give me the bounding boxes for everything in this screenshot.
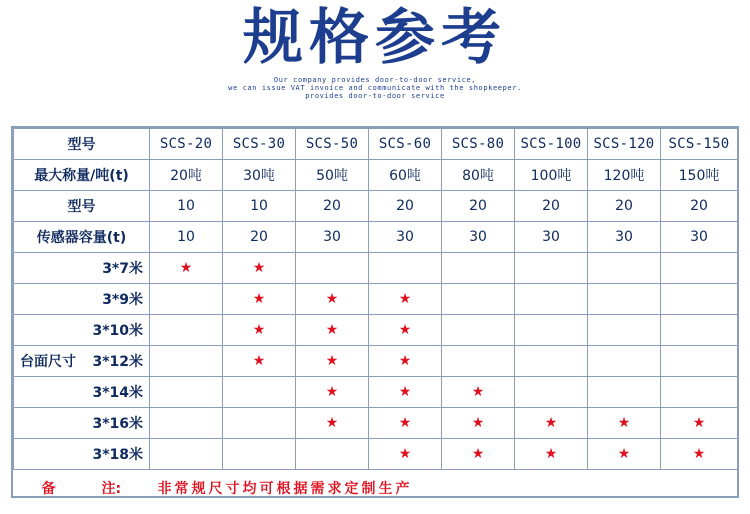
model-cell: SCS-30	[223, 129, 296, 160]
table-cell: 30	[369, 222, 442, 253]
size-row	[14, 408, 738, 439]
size-text: 3*7米	[102, 261, 143, 277]
star-icon: ★	[398, 291, 412, 307]
model-cell: SCS-150	[661, 129, 738, 160]
star-icon: ★	[471, 446, 485, 462]
spec-table-container	[11, 126, 739, 498]
table-cell: 20	[369, 191, 442, 222]
availability-cell	[588, 284, 661, 315]
star-icon: ★	[544, 415, 558, 431]
availability-cell	[515, 346, 588, 377]
star-icon: ★	[471, 384, 485, 400]
table-cell: 20	[442, 191, 515, 222]
availability-cell	[223, 377, 296, 408]
note-label-2: 注:	[101, 480, 122, 497]
availability-cell	[223, 408, 296, 439]
star-icon: ★	[252, 260, 266, 276]
availability-cell	[296, 346, 369, 377]
subtitle	[0, 76, 750, 100]
size-row	[14, 346, 738, 377]
model-cell: SCS-60	[369, 129, 442, 160]
table-cell: 80吨	[442, 160, 515, 191]
size-row	[14, 377, 738, 408]
availability-cell	[369, 408, 442, 439]
table-cell: 30吨	[223, 160, 296, 191]
availability-cell	[588, 346, 661, 377]
star-icon: ★	[252, 291, 266, 307]
availability-cell	[296, 284, 369, 315]
table-row	[14, 222, 738, 253]
availability-cell	[661, 284, 738, 315]
star-icon: ★	[325, 415, 339, 431]
size-label	[14, 346, 150, 377]
size-text: 3*14米	[92, 385, 143, 401]
availability-cell	[442, 253, 515, 284]
availability-cell	[150, 315, 223, 346]
star-icon: ★	[325, 384, 339, 400]
model-cell: SCS-80	[442, 129, 515, 160]
star-icon: ★	[544, 446, 558, 462]
star-icon: ★	[325, 322, 339, 338]
availability-cell	[223, 346, 296, 377]
table-cell: 10	[150, 191, 223, 222]
availability-cell	[223, 284, 296, 315]
table-cell: 20	[588, 191, 661, 222]
availability-cell	[442, 439, 515, 470]
size-group-label: 台面尺寸	[20, 354, 76, 370]
star-icon: ★	[325, 353, 339, 369]
note-cell	[14, 470, 738, 506]
availability-cell	[588, 377, 661, 408]
size-text: 3*16米	[92, 416, 143, 432]
table-cell: 20	[661, 191, 738, 222]
star-icon: ★	[617, 415, 631, 431]
size-label	[14, 284, 150, 315]
availability-cell	[515, 439, 588, 470]
subtitle-line: we can issue VAT invoice and communicate with the shopkeeper.	[228, 84, 522, 92]
row-label: 传感器容量(t)	[14, 222, 150, 253]
note-label	[42, 478, 158, 498]
subtitle-line: Our company provides door-to-door service,	[273, 76, 477, 84]
star-icon: ★	[471, 415, 485, 431]
star-icon: ★	[692, 415, 706, 431]
availability-cell	[442, 315, 515, 346]
availability-cell	[369, 284, 442, 315]
star-icon: ★	[179, 260, 193, 276]
size-row	[14, 253, 738, 284]
availability-cell	[369, 253, 442, 284]
table-cell: 20	[515, 191, 588, 222]
availability-cell	[223, 439, 296, 470]
availability-cell	[442, 284, 515, 315]
availability-cell	[296, 439, 369, 470]
table-cell: 120吨	[588, 160, 661, 191]
row-label: 最大称量/吨(t)	[14, 160, 150, 191]
model-cell: SCS-100	[515, 129, 588, 160]
availability-cell	[515, 253, 588, 284]
availability-cell	[661, 439, 738, 470]
availability-cell	[150, 284, 223, 315]
star-icon: ★	[398, 415, 412, 431]
table-cell: 100吨	[515, 160, 588, 191]
availability-cell	[661, 315, 738, 346]
note-label-1: 备	[41, 480, 56, 497]
availability-cell	[369, 346, 442, 377]
star-icon: ★	[398, 353, 412, 369]
availability-cell	[442, 408, 515, 439]
table-row	[14, 191, 738, 222]
star-icon: ★	[252, 322, 266, 338]
table-cell: 60吨	[369, 160, 442, 191]
availability-cell	[150, 408, 223, 439]
size-label	[14, 439, 150, 470]
availability-cell	[150, 346, 223, 377]
size-label	[14, 315, 150, 346]
size-row	[14, 439, 738, 470]
table-cell: 20	[296, 191, 369, 222]
row-label: 型号	[14, 191, 150, 222]
availability-cell	[588, 253, 661, 284]
size-text: 3*18米	[92, 447, 143, 463]
availability-cell	[588, 408, 661, 439]
star-icon: ★	[252, 353, 266, 369]
availability-cell	[515, 377, 588, 408]
availability-cell	[661, 253, 738, 284]
row-label: 型号	[14, 129, 150, 160]
page-title: 规格参考	[243, 3, 507, 73]
table-cell: 50吨	[296, 160, 369, 191]
availability-cell	[515, 284, 588, 315]
size-label	[14, 253, 150, 284]
availability-cell	[588, 315, 661, 346]
note-row	[14, 470, 738, 506]
availability-cell	[150, 377, 223, 408]
star-icon: ★	[398, 322, 412, 338]
note-text: 非常规尺寸均可根据需求定制生产	[157, 480, 413, 497]
availability-cell	[515, 408, 588, 439]
table-cell: 20吨	[150, 160, 223, 191]
availability-cell	[442, 377, 515, 408]
spec-table	[13, 128, 738, 505]
availability-cell	[150, 253, 223, 284]
size-row	[14, 284, 738, 315]
availability-cell	[150, 439, 223, 470]
availability-cell	[296, 408, 369, 439]
availability-cell	[369, 439, 442, 470]
availability-cell	[661, 346, 738, 377]
size-text: 3*12米	[92, 354, 143, 370]
table-row	[14, 129, 738, 160]
size-label	[14, 377, 150, 408]
availability-cell	[223, 315, 296, 346]
size-label	[14, 408, 150, 439]
table-cell: 20	[223, 222, 296, 253]
size-row	[14, 315, 738, 346]
availability-cell	[296, 253, 369, 284]
availability-cell	[661, 377, 738, 408]
size-text: 3*10米	[92, 323, 143, 339]
star-icon: ★	[398, 446, 412, 462]
model-cell: SCS-50	[296, 129, 369, 160]
availability-cell	[369, 315, 442, 346]
availability-cell	[661, 408, 738, 439]
availability-cell	[296, 315, 369, 346]
model-cell: SCS-20	[150, 129, 223, 160]
availability-cell	[515, 315, 588, 346]
availability-cell	[588, 439, 661, 470]
table-cell: 30	[296, 222, 369, 253]
star-icon: ★	[398, 384, 412, 400]
star-icon: ★	[325, 291, 339, 307]
model-cell: SCS-120	[588, 129, 661, 160]
table-row	[14, 160, 738, 191]
availability-cell	[442, 346, 515, 377]
table-cell: 30	[588, 222, 661, 253]
table-cell: 30	[515, 222, 588, 253]
star-icon: ★	[692, 446, 706, 462]
availability-cell	[369, 377, 442, 408]
size-text: 3*9米	[102, 292, 143, 308]
table-cell: 10	[150, 222, 223, 253]
star-icon: ★	[617, 446, 631, 462]
table-cell: 30	[661, 222, 738, 253]
availability-cell	[296, 377, 369, 408]
subtitle-line: provides door-to-door service	[305, 92, 445, 100]
table-cell: 150吨	[661, 160, 738, 191]
table-cell: 10	[223, 191, 296, 222]
table-cell: 30	[442, 222, 515, 253]
availability-cell	[223, 253, 296, 284]
